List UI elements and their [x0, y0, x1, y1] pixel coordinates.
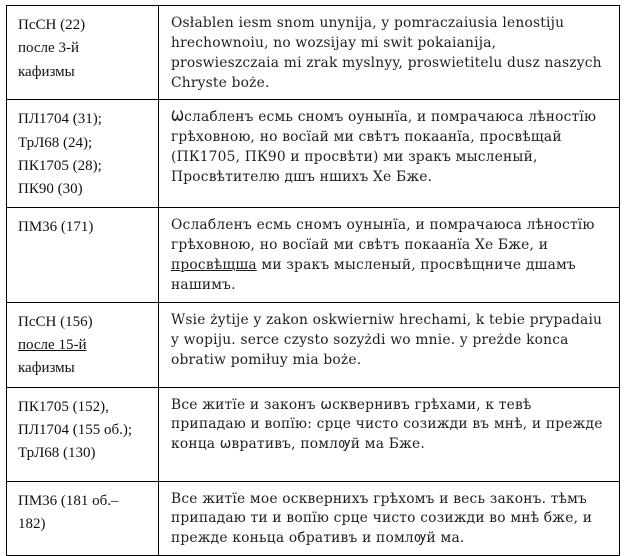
- source-cell: [7, 208, 159, 302]
- source-label: ПМ36 (181 об.–: [18, 492, 119, 509]
- text-cell: [159, 100, 620, 208]
- text-cell: [159, 302, 620, 387]
- table-row: [7, 100, 620, 208]
- hymn-text: Osłablen iesm snom unynija, y pomraczaiusia lenostiju hrechownoiu, no wozsijay mi swit pokaianija, proswieszczaia mi zrak myslnyy, proswietitelu dusz naszych Chryste boże.: [171, 15, 602, 91]
- table-row: [7, 481, 620, 556]
- table-row: [7, 208, 620, 302]
- hymn-text: ми зракъ мысленый, просвѣщниче дшамъ нашимъ.: [171, 257, 576, 294]
- source-label: ПК90 (30): [18, 181, 83, 198]
- text-cell: [159, 208, 620, 302]
- source-label: ПК1705 (28);: [18, 157, 102, 174]
- source-cell: [7, 481, 159, 556]
- hymn-text: Ослабленъ есмь сномъ оунынїа, и помрачаюса лѣностїю грѣховною, но восїай ми свѣтъ покаанїа Хе Бже, и: [171, 217, 595, 254]
- text-cell: [159, 387, 620, 481]
- source-label: 182): [18, 515, 46, 532]
- source-note: после 3-й: [18, 40, 79, 57]
- source-cell: [7, 100, 159, 208]
- hymn-text-underlined: просвѣщша: [171, 257, 257, 274]
- text-cell: [159, 6, 620, 100]
- table-row: [7, 387, 620, 481]
- hymn-text: Все житїе мое осквернихъ грѣхомъ и весь законъ. тѣмъ припадаю ти и вопїю срце чисто созижди во мнѣ бже, и прежде коньца обративъ и помлѹй ма.: [171, 490, 593, 547]
- hymn-text: Все житїе и законъ ѡсквернивъ грѣхами, к тевѣ припадаю и вопїю: срце чисто созижди въ мнѣ, и прежде конца ѡвративъ, помлѹй ма Бже.: [171, 396, 603, 453]
- source-note: кафизмы: [18, 360, 75, 377]
- table-row: [7, 302, 620, 387]
- source-label: ПЛ1704 (31);: [18, 111, 102, 128]
- source-note-underlined: после 15-й: [18, 337, 87, 354]
- source-label: ТрЛ68 (130): [18, 445, 96, 462]
- hymn-text: Ѡслабленъ есмь сномъ оунынїа, и помрачаюса лѣностїю грѣховною, но восїай ми свѣтъ покаанїа, просвѣщай (ПК1705, ПК90 и просвѣти) ми зракъ мысленый, Просвѣтителю дшъ ншихъ Хе Бже.: [171, 109, 597, 186]
- text-cell: [159, 481, 620, 556]
- source-label: ПЛ1704 (155 об.);: [18, 421, 133, 438]
- source-label: ПсСН (22): [18, 17, 86, 33]
- source-label: ПсСН (156): [18, 313, 93, 330]
- source-note: кафизмы: [18, 63, 75, 80]
- source-label: ПК1705 (152),: [18, 398, 109, 415]
- source-cell: [7, 6, 159, 100]
- source-label: ПМ36 (171): [18, 219, 94, 236]
- source-label: ТрЛ68 (24);: [18, 134, 93, 151]
- source-cell: [7, 387, 159, 481]
- comparison-table: [6, 5, 620, 556]
- hymn-text: Wsie żytije y zakon oskwierniw hrechami, k tebie prypadaiu y wopiju. serce czysto sozyżdi wo mnie. y preżde konca obratiw pomiłuy mia boże.: [171, 311, 603, 368]
- source-cell: [7, 302, 159, 387]
- table-row: [7, 6, 620, 100]
